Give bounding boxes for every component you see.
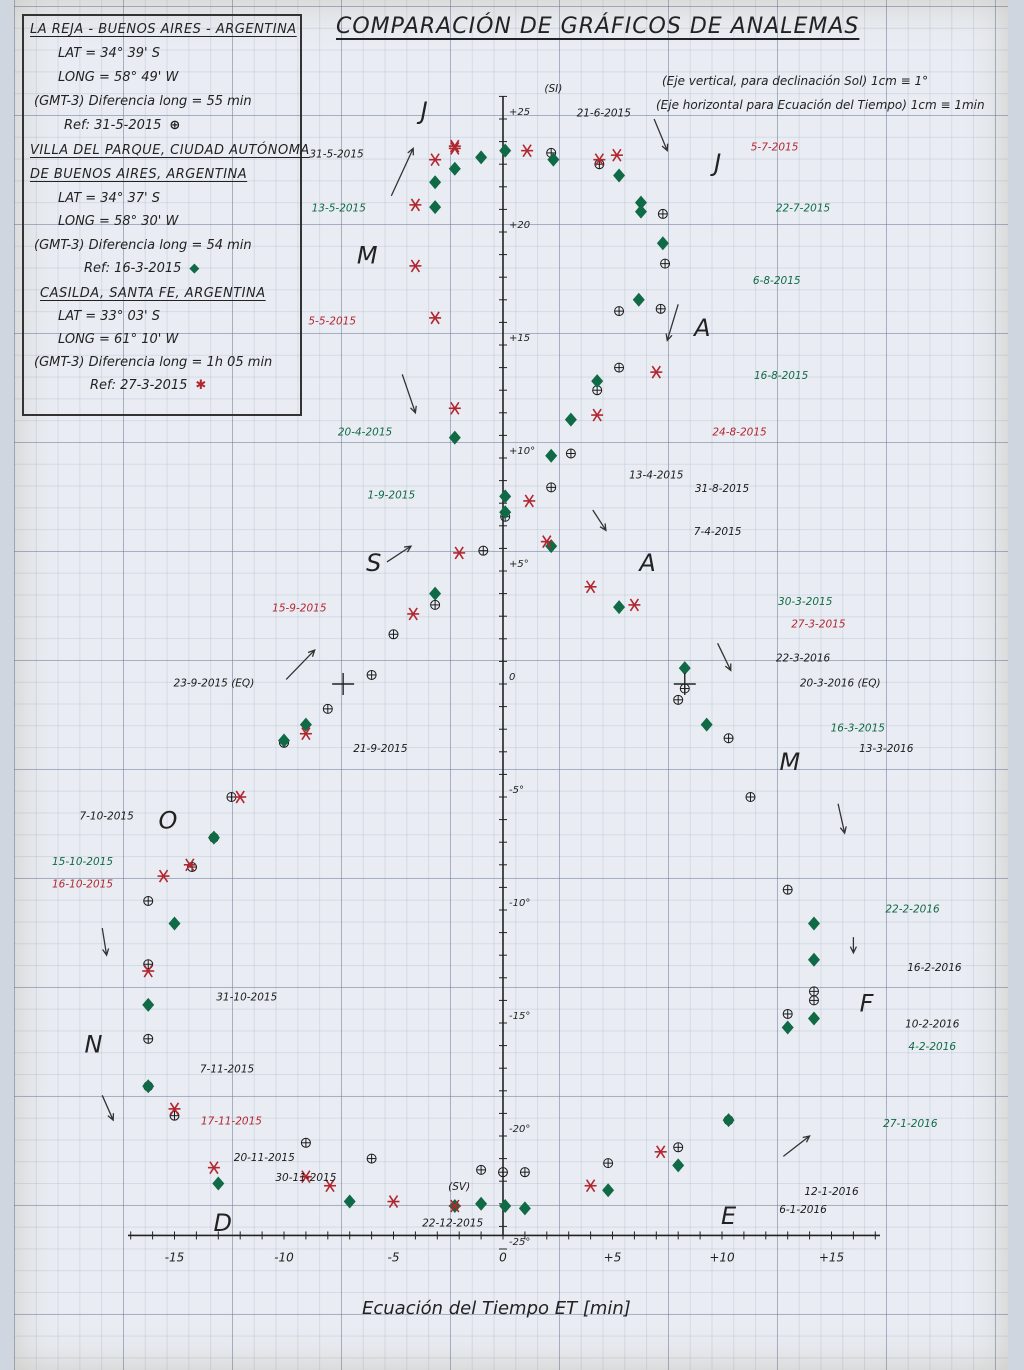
equinox-cross-sep <box>332 673 354 695</box>
date-label: 22-3-2016 <box>775 652 831 665</box>
date-label: 31-8-2015 <box>694 482 750 495</box>
x-tick-label: -10 <box>274 1250 294 1265</box>
page-title: COMPARACIÓN DE GRÁFICOS DE ANALEMAS <box>336 14 860 39</box>
asterisk-marker <box>409 260 421 272</box>
scale-note-horizontal: (Eje horizontal para Ecuación del Tiempo) 1cm ≡ 1min <box>656 98 985 112</box>
month-letter: A <box>694 313 711 342</box>
diamond-marker <box>591 374 603 388</box>
date-label: 15-10-2015 <box>52 855 114 868</box>
asterisk-marker <box>628 599 640 611</box>
date-label: 10-2-2016 <box>905 1018 960 1031</box>
diamond-marker <box>519 1201 531 1215</box>
direction-arrow-icon <box>102 1095 113 1120</box>
diamond-marker <box>169 917 181 931</box>
circle-plus-marker <box>431 600 440 609</box>
diamond-marker <box>475 150 487 164</box>
circle-plus-marker <box>809 987 818 996</box>
site-2-name-line2: DE BUENOS AIRES, ARGENTINA <box>30 167 248 182</box>
circle-plus-marker <box>499 1168 508 1177</box>
site-3-ref <box>90 378 206 393</box>
date-label: 6-1-2016 <box>779 1203 827 1216</box>
x-tick-label: 0 <box>499 1250 507 1265</box>
direction-arrow-icon <box>402 374 416 412</box>
y-tick-label: 0 <box>509 672 516 683</box>
asterisk-icon: ✱ <box>195 378 207 393</box>
date-label: 27-3-2015 <box>791 618 846 631</box>
site-1-ref-text: Ref: 31-5-2015 <box>64 118 162 133</box>
diamond-marker <box>565 413 577 427</box>
diamond-marker <box>547 153 559 167</box>
y-tick-label: +10° <box>509 446 536 457</box>
scale-note-vertical: (Eje vertical, para declinación Sol) 1cm ≡ 1° <box>662 74 929 88</box>
date-label: 12-1-2016 <box>804 1185 859 1198</box>
diamond-marker <box>344 1195 356 1209</box>
diamond-marker <box>300 718 312 732</box>
direction-arrow-icon <box>593 510 606 530</box>
month-letter: A <box>639 549 656 577</box>
asterisk-marker <box>409 199 421 211</box>
site-2-long: LONG = 58° 30' W <box>58 214 179 229</box>
diamond-marker <box>208 831 220 845</box>
y-tick-label: +15 <box>509 333 531 344</box>
diamond-marker <box>723 1113 735 1127</box>
circle-plus-marker <box>783 885 792 894</box>
x-axis-title: Ecuación del Tiempo ET [min] <box>362 1298 631 1319</box>
direction-arrow-icon <box>666 304 678 340</box>
date-label: 5-7-2015 <box>750 141 799 154</box>
date-label: 6-8-2015 <box>752 274 801 287</box>
month-letter: J <box>420 97 428 125</box>
site-3-diff: (GMT-3) Diferencia long = 1h 05 min <box>34 355 273 370</box>
asterisk-marker <box>449 142 461 154</box>
site-3-lat: LAT = 33° 03' S <box>58 309 160 324</box>
direction-arrow-icon <box>654 119 668 151</box>
site-2-diff: (GMT-3) Diferencia long = 54 min <box>34 238 252 253</box>
date-label: 7-10-2015 <box>79 810 134 823</box>
diamond-marker <box>672 1158 684 1172</box>
equinox-cross-mar <box>674 673 696 695</box>
date-label: 16-3-2015 <box>830 722 885 735</box>
site-2-ref-text: Ref: 16-3-2015 <box>84 261 182 276</box>
diamond-marker <box>635 205 647 219</box>
diamond-marker <box>633 293 645 307</box>
circle-plus-marker <box>674 695 683 704</box>
site-2-name-line1: VILLA DEL PARQUE, CIUDAD AUTÓNOMA <box>30 143 310 158</box>
site-1-diff: (GMT-3) Diferencia long = 55 min <box>34 94 252 109</box>
date-label: 23-9-2015 (EQ) <box>173 677 255 690</box>
date-label: 31-10-2015 <box>216 991 278 1004</box>
circle-plus-marker <box>615 363 624 372</box>
y-tick-label: +5° <box>509 559 529 570</box>
circle-plus-marker <box>604 1159 613 1168</box>
diamond-marker <box>429 587 441 601</box>
date-label: 22-2-2016 <box>885 903 940 916</box>
site-3-long: LONG = 61° 10' W <box>58 332 179 347</box>
date-label: 30-11-2015 <box>275 1172 337 1185</box>
diamond-marker <box>142 1079 154 1093</box>
diamond-marker <box>499 144 511 158</box>
diamond-marker <box>782 1021 794 1035</box>
y-tick-label: -10° <box>509 898 531 909</box>
date-label: 22-7-2015 <box>775 202 831 215</box>
y-tick-label: +25 <box>509 107 531 118</box>
diamond-marker <box>499 1199 511 1213</box>
circle-plus-marker <box>367 670 376 679</box>
circle-plus-marker <box>323 704 332 713</box>
date-label: 24-8-2015 <box>712 426 767 439</box>
direction-arrow-icon <box>387 546 411 562</box>
diamond-marker <box>613 600 625 614</box>
date-label: 13-5-2015 <box>311 202 366 215</box>
circle-plus-marker <box>389 630 398 639</box>
date-label: 20-4-2015 <box>337 426 393 439</box>
x-tick-label: +15 <box>818 1250 845 1265</box>
date-label: 7-11-2015 <box>199 1063 255 1076</box>
diamond-marker <box>449 162 461 176</box>
diamond-marker <box>808 917 820 931</box>
month-letter: N <box>84 1030 103 1059</box>
diamond-marker <box>429 200 441 214</box>
circle-plus-marker <box>674 1143 683 1152</box>
month-letter: M <box>779 747 801 776</box>
site-1-long: LONG = 58° 49' W <box>58 70 179 85</box>
direction-arrow-icon <box>783 1136 809 1156</box>
date-label: 4-2-2016 <box>908 1041 957 1054</box>
date-label: 30-3-2015 <box>778 595 833 608</box>
asterisk-marker <box>650 366 662 378</box>
date-label: 20-3-2016 (EQ) <box>799 677 881 690</box>
site-2-ref <box>84 261 199 276</box>
month-letter: D <box>213 1208 232 1237</box>
date-label: 21-9-2015 <box>353 742 408 755</box>
y-tick-label: -20° <box>509 1124 531 1135</box>
date-label: 16-2-2016 <box>907 962 962 975</box>
circle-plus-marker <box>144 1034 153 1043</box>
asterisk-marker <box>585 581 597 593</box>
site-3-name: CASILDA, SANTA FE, ARGENTINA <box>40 286 266 301</box>
date-label: 13-3-2016 <box>859 742 914 755</box>
site-1-name: LA REJA - BUENOS AIRES - ARGENTINA <box>30 22 297 37</box>
diamond-marker <box>808 953 820 967</box>
circle-plus-marker <box>656 304 665 313</box>
diamond-marker <box>545 449 557 463</box>
circle-plus-marker <box>809 996 818 1005</box>
y-tick-label: -15° <box>509 1011 531 1022</box>
x-tick-label: -15 <box>164 1250 185 1265</box>
circle-plus-marker <box>477 1165 486 1174</box>
date-label: 20-11-2015 <box>233 1151 295 1164</box>
circle-plus-marker <box>615 307 624 316</box>
diamond-marker <box>212 1176 224 1190</box>
diamond-marker <box>613 169 625 183</box>
site-2-lat: LAT = 34° 37' S <box>58 191 160 206</box>
x-tick-label: -5 <box>387 1250 400 1265</box>
date-label: 27-1-2016 <box>883 1117 938 1130</box>
circle-plus-marker <box>301 1138 310 1147</box>
circle-plus-marker <box>367 1154 376 1163</box>
asterisk-marker <box>523 495 535 507</box>
month-letter: O <box>158 806 178 835</box>
date-label: (SV) <box>448 1181 471 1194</box>
diamond-icon: ◆ <box>189 261 200 276</box>
site-3-ref-text: Ref: 27-3-2015 <box>90 378 188 393</box>
date-label: 15-9-2015 <box>272 602 327 615</box>
month-letter: J <box>714 148 722 177</box>
circle-plus-marker <box>724 734 733 743</box>
diamond-marker <box>499 489 511 503</box>
asterisk-marker <box>521 145 533 157</box>
asterisk-marker <box>585 1180 597 1192</box>
direction-arrow-icon <box>718 643 731 670</box>
circle-plus-marker <box>144 896 153 905</box>
date-label: 16-8-2015 <box>753 369 809 382</box>
month-letter: E <box>720 1202 737 1231</box>
date-label: 16-10-2015 <box>52 878 114 891</box>
site-1-ref <box>64 118 180 133</box>
diamond-marker <box>657 236 669 250</box>
asterisk-marker <box>184 859 196 871</box>
circle-plus-marker <box>479 546 488 555</box>
asterisk-marker <box>453 547 465 559</box>
circle-plus-marker <box>547 483 556 492</box>
circle-plus-icon: ⊕ <box>169 118 181 133</box>
y-tick-label: -25° <box>509 1237 531 1248</box>
asterisk-marker <box>655 1146 667 1158</box>
x-tick-label: +10 <box>709 1250 735 1265</box>
asterisk-marker <box>158 870 170 882</box>
month-letter: S <box>366 549 382 577</box>
y-tick-label: +20 <box>509 220 531 231</box>
asterisk-marker <box>449 402 461 414</box>
site-1-lat: LAT = 34° 39' S <box>58 46 160 61</box>
asterisk-marker <box>611 149 623 161</box>
asterisk-marker <box>208 1162 220 1174</box>
date-label: 22-12-2015 <box>422 1217 484 1230</box>
diamond-marker <box>701 718 713 732</box>
asterisk-marker <box>234 791 246 803</box>
diamond-marker <box>808 1011 820 1025</box>
asterisk-marker <box>429 154 441 166</box>
month-letter: M <box>356 241 378 270</box>
diamond-marker <box>475 1197 487 1211</box>
date-label: 5-5-2015 <box>308 315 357 328</box>
asterisk-marker <box>388 1196 400 1208</box>
date-label: 31-5-2015 <box>309 148 364 161</box>
diamond-marker <box>142 998 154 1012</box>
asterisk-marker <box>407 608 419 620</box>
direction-arrow-icon <box>391 148 413 195</box>
circle-plus-marker <box>661 259 670 268</box>
direction-arrow-icon <box>102 928 108 955</box>
date-label: 7-4-2015 <box>693 525 742 538</box>
direction-arrow-icon <box>838 804 846 833</box>
asterisk-marker <box>449 140 461 152</box>
x-tick-label: +5 <box>603 1250 622 1265</box>
date-label: 21-6-2015 <box>576 107 631 120</box>
diamond-marker <box>449 431 461 445</box>
circle-plus-marker <box>566 449 575 458</box>
diamond-marker <box>429 175 441 189</box>
direction-arrow-icon <box>850 937 856 953</box>
asterisk-marker <box>429 312 441 324</box>
circle-plus-marker <box>520 1168 529 1177</box>
date-label: 13-4-2015 <box>629 469 684 482</box>
y-tick-label: -5° <box>509 785 524 796</box>
asterisk-marker <box>591 409 603 421</box>
circle-plus-marker <box>746 793 755 802</box>
direction-arrow-icon <box>286 650 314 679</box>
diamond-marker <box>602 1183 614 1197</box>
date-label: 1-9-2015 <box>367 489 416 502</box>
circle-plus-marker <box>658 209 667 218</box>
date-label: 17-11-2015 <box>200 1115 262 1128</box>
circle-plus-marker <box>783 1009 792 1018</box>
date-label: (SI) <box>544 82 563 95</box>
month-letter: F <box>859 989 874 1018</box>
